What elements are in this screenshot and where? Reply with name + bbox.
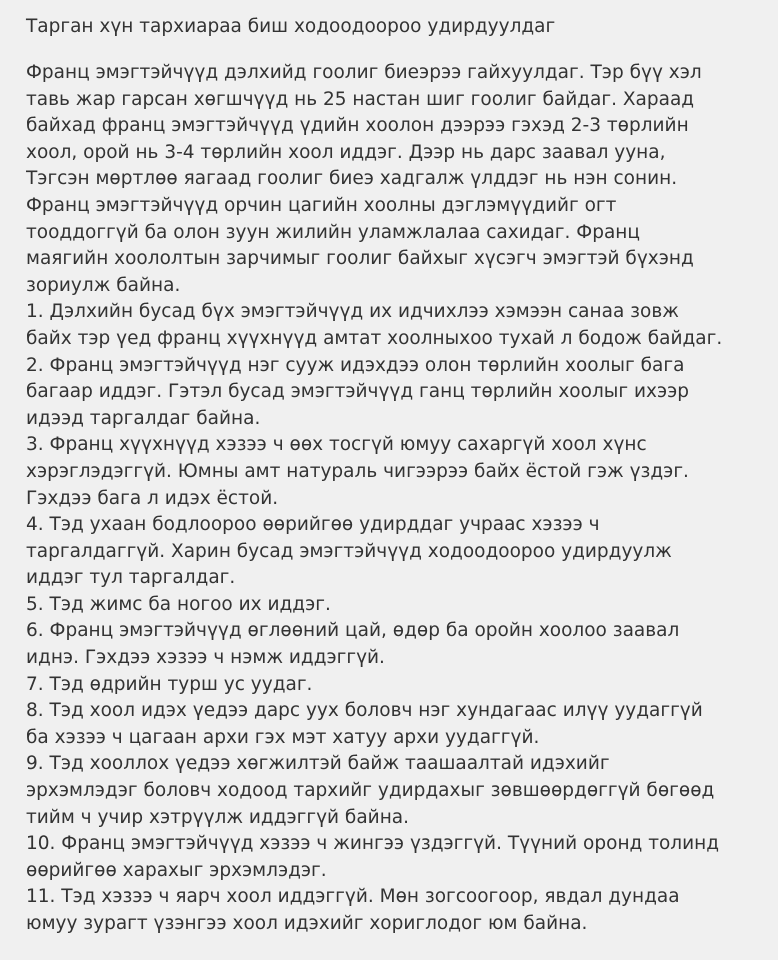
text-line: 6. Франц эмэгтэйчүүд өглөөний цай, өдөр ба оройн хоолоо заавал — [26, 620, 680, 642]
text-line: Гэхдээ бага л идэх ёстой. — [26, 487, 279, 509]
text-line: 2. Франц эмэгтэйчүүд нэг сууж идэхдээ олон төрлийн хоолыг бага — [26, 354, 685, 376]
text-line: иднэ. Гэхдээ хэзээ ч нэмж иддэггүй. — [26, 647, 385, 669]
text-line: хоол, орой нь 3-4 төрлийн хоол иддэг. Дээр нь дарс заавал ууна, — [26, 141, 666, 163]
text-line: 9. Тэд хооллох үедээ хөгжилтэй байж таашаалтай идэхийг — [26, 753, 610, 775]
text-line: тооддоггүй ба олон зуун жилийн уламжлалаа сахидаг. Франц — [26, 221, 640, 243]
text-line: хэрэглэдэггүй. Юмны амт натураль чигээрээ байх ёстой гэж үздэг. — [26, 460, 689, 482]
text-line: Тэгсэн мөртлөө яагаад гоолиг биеэ хадгалж үлддэг нь нэн сонин. — [26, 168, 678, 190]
text-line: байх тэр үед франц хүүхнүүд амтат хоолныхоо тухай л бодож байдаг. — [26, 327, 723, 349]
text-line: маягийн хоололтын зарчимыг гоолиг байхыг хүсэгч эмэгтэй бүхэнд — [26, 248, 694, 270]
text-line: ба хэзээ ч цагаан архи гэх мэт хатуу архи уудаггүй. — [26, 726, 540, 748]
text-line: 7. Тэд өдрийн турш ус уудаг. — [26, 673, 313, 695]
text-line: 5. Тэд жимс ба ногоо их иддэг. — [26, 593, 331, 615]
text-line: тийм ч учир хэтрүүлж иддэггүй байна. — [26, 806, 410, 828]
text-line: иддэг тул таргалдаг. — [26, 567, 236, 589]
text-line: юмуу зурагт үзэнгээ хоол идэхийг хориглодог юм байна. — [26, 913, 588, 934]
text-line: 10. Франц эмэгтэйчүүд хэзээ ч жингээ үздэггүй. Түүний оронд толинд — [26, 833, 720, 855]
text-line: Франц эмэгтэйчүүд орчин цагийн хоолны дэглэмүүдийг огт — [26, 194, 617, 216]
text-line: 3. Франц хүүхнүүд хэзээ ч өөх тосгүй юмуу сахаргүй хоол хүнс — [26, 434, 647, 456]
text-line: байхад франц эмэгтэйчүүд үдийн хоолон дээрээ гэхэд 2-3 төрлийн — [26, 115, 689, 137]
text-line: өөрийгөө харахыг эрхэмлэдэг. — [26, 859, 327, 881]
text-line: эрхэмлэдэг боловч ходоод тархийг удирдахыг зөвшөөрдөггүй бөгөөд — [26, 780, 715, 802]
document-body — [26, 60, 771, 938]
document-title: Тарган хүн тархиараа биш ходоодоороо удирдуулдаг — [26, 16, 556, 37]
text-line: 11. Тэд хэзээ ч яарч хоол иддэггүй. Мөн зогсоогоор, явдал дундаа — [26, 886, 680, 908]
text-line: 1. Дэлхийн бусад бүх эмэгтэйчүүд их идчихлээ хэмээн санаа зовж — [26, 301, 679, 323]
text-line: тавь жар гарсан хөгшчүүд нь 25 настан шиг гоолиг байдаг. Хараад — [26, 88, 695, 110]
text-line: Франц эмэгтэйчүүд дэлхийд гоолиг биеэрээ гайхуулдаг. Тэр бүү хэл — [26, 62, 702, 83]
text-line: таргалдаггүй. Харин бусад эмэгтэйчүүд ходоодоороо удирдуулж — [26, 540, 672, 562]
text-line: 4. Тэд ухаан бодлоороо өөрийгөө удирддаг учраас хэзээ ч — [26, 514, 600, 536]
text-line: зориулж байна. — [26, 274, 181, 296]
text-line: идээд таргалдаг байна. — [26, 407, 261, 429]
text-line: багаар иддэг. Гэтэл бусад эмэгтэйчүүд ганц төрлийн хоолыг ихээр — [26, 381, 689, 403]
text-line: 8. Тэд хоол идэх үедээ дарс уух боловч нэг хундагаас илүү уудаггүй — [26, 700, 703, 722]
